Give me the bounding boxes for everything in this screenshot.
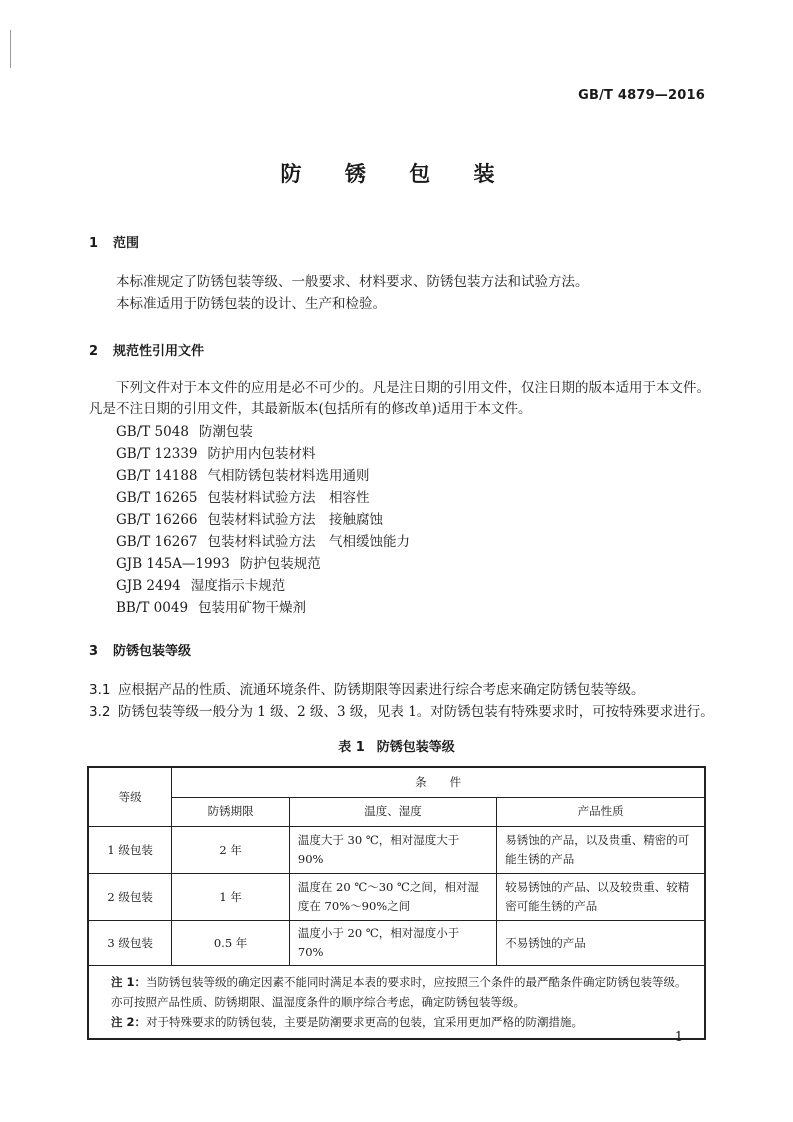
section-title: 规范性引用文件 — [113, 344, 205, 359]
reference-list — [116, 421, 410, 619]
reference-code: BB/T 0049 — [116, 600, 189, 616]
table-note — [111, 972, 694, 1012]
cell-grade: 3 级包装 — [88, 921, 172, 966]
reference-title: 包装材料试验方法 相容性 — [207, 490, 370, 506]
cell-product: 较易锈蚀的产品、以及较贵重、较精密可能生锈的产品 — [497, 874, 705, 921]
reference-code: GB/T 14188 — [116, 468, 198, 484]
reference-code: GB/T 16266 — [116, 512, 198, 528]
reference-code: GB/T 5048 — [116, 424, 189, 440]
clause-number: 3.1 — [89, 682, 111, 698]
section-number: 2 — [89, 344, 99, 359]
reference-title: 防护用内包装材料 — [207, 446, 316, 462]
header-period: 防锈期限 — [172, 797, 290, 826]
cell-period: 1 年 — [172, 874, 290, 921]
clause-number: 3.2 — [89, 704, 111, 720]
cell-grade: 1 级包装 — [88, 827, 172, 874]
note-label: 注 1： — [111, 975, 147, 989]
reference-code: GB/T 16267 — [116, 534, 198, 550]
table-title: 防锈包装等级 — [376, 740, 455, 755]
table-note — [111, 1012, 694, 1032]
clause-text: 防锈包装等级一般分为 1 级、2 级、3 级，见表 1。对防锈包装有特殊要求时，可按特殊要求进行。 — [118, 704, 714, 720]
clause-3-2 — [89, 702, 719, 723]
header-humidity: 温度、湿度 — [289, 797, 496, 826]
cell-period: 0.5 年 — [172, 921, 290, 966]
reference-item — [116, 421, 410, 443]
reference-code: GB/T 12339 — [116, 446, 198, 462]
clause-3-1 — [89, 680, 719, 701]
section-number: 1 — [89, 236, 99, 251]
reference-title: 气相防锈包装材料选用通则 — [207, 468, 370, 484]
table-row — [88, 827, 705, 874]
cell-period: 2 年 — [172, 827, 290, 874]
header-conditions: 条 件 — [172, 767, 705, 797]
cell-humidity: 温度小于 20 ℃，相对湿度小于 70% — [289, 921, 496, 966]
section-title: 范围 — [113, 236, 140, 251]
standard-number: GB/T 4879—2016 — [578, 88, 705, 103]
note-label: 注 2： — [111, 1015, 147, 1029]
reference-code: GJB 145A—1993 — [116, 556, 230, 572]
cell-product: 不易锈蚀的产品 — [497, 921, 705, 966]
cell-grade: 2 级包装 — [88, 874, 172, 921]
table-caption — [0, 736, 793, 755]
reference-item — [116, 553, 410, 575]
reference-item — [116, 597, 410, 619]
reference-title: 防护包装规范 — [239, 556, 321, 572]
reference-item — [116, 487, 410, 509]
reference-item — [116, 531, 410, 553]
reference-item — [116, 509, 410, 531]
clause-text: 应根据产品的性质、流通环境条件、防锈期限等因素进行综合考虑来确定防锈包装等级。 — [118, 682, 645, 698]
reference-code: GJB 2494 — [116, 578, 181, 594]
note-text: 当防锈包装等级的确定因素不能同时满足本表的要求时，应按照三个条件的最严酷条件确定防锈包装等级。亦可按照产品性质、防锈期限、温湿度条件的顺序综合考虑，确定防锈包装等级。 — [111, 975, 687, 1009]
section-3-heading — [89, 640, 191, 659]
reference-title: 包装材料试验方法 气相缓蚀能力 — [207, 534, 410, 550]
document-title: 防 锈 包 装 — [280, 162, 513, 186]
reference-title: 防潮包装 — [198, 424, 253, 440]
section-title: 防锈包装等级 — [113, 644, 192, 659]
table-header-row — [88, 767, 705, 797]
reference-title: 包装用矿物干燥剂 — [198, 600, 307, 616]
section-2-heading — [89, 340, 204, 359]
table-notes — [88, 966, 705, 1040]
table-subheader-row — [88, 797, 705, 826]
section-1-paragraph-2: 本标准适用于防锈包装的设计、生产和检验。 — [116, 296, 386, 312]
section-2-intro: 下列文件对于本文件的应用是必不可少的。凡是注日期的引用文件，仅注日期的版本适用于本文件。凡是不注日期的引用文件，其最新版本(包括所有的修改单)适用于本文件。 — [89, 380, 710, 417]
table-label: 表 1 — [338, 740, 365, 755]
table-row — [88, 874, 705, 921]
section-number: 3 — [89, 644, 99, 659]
reference-code: GB/T 16265 — [116, 490, 198, 506]
cell-product: 易锈蚀的产品，以及贵重、精密的可能生锈的产品 — [497, 827, 705, 874]
grade-table — [87, 766, 706, 1040]
table-row — [88, 921, 705, 966]
header-grade: 等级 — [88, 767, 172, 827]
header-product: 产品性质 — [497, 797, 705, 826]
table-notes-row — [88, 966, 705, 1040]
section-1-paragraph-1: 本标准规定了防锈包装等级、一般要求、材料要求、防锈包装方法和试验方法。 — [116, 274, 589, 290]
scan-edge-mark — [10, 30, 11, 68]
cell-humidity: 温度大于 30 ℃，相对湿度大于 90% — [289, 827, 496, 874]
reference-item — [116, 575, 410, 597]
reference-item — [116, 443, 410, 465]
note-text: 对于特殊要求的防锈包装，主要是防潮要求更高的包装，宜采用更加严格的防潮措施。 — [146, 1015, 584, 1029]
reference-item — [116, 465, 410, 487]
page-number: 1 — [674, 1030, 683, 1045]
cell-humidity: 温度在 20 ℃～30 ℃之间，相对湿度在 70%～90%之间 — [289, 874, 496, 921]
reference-title: 包装材料试验方法 接触腐蚀 — [207, 512, 383, 528]
section-1-heading — [89, 232, 139, 251]
reference-title: 湿度指示卡规范 — [190, 578, 286, 594]
